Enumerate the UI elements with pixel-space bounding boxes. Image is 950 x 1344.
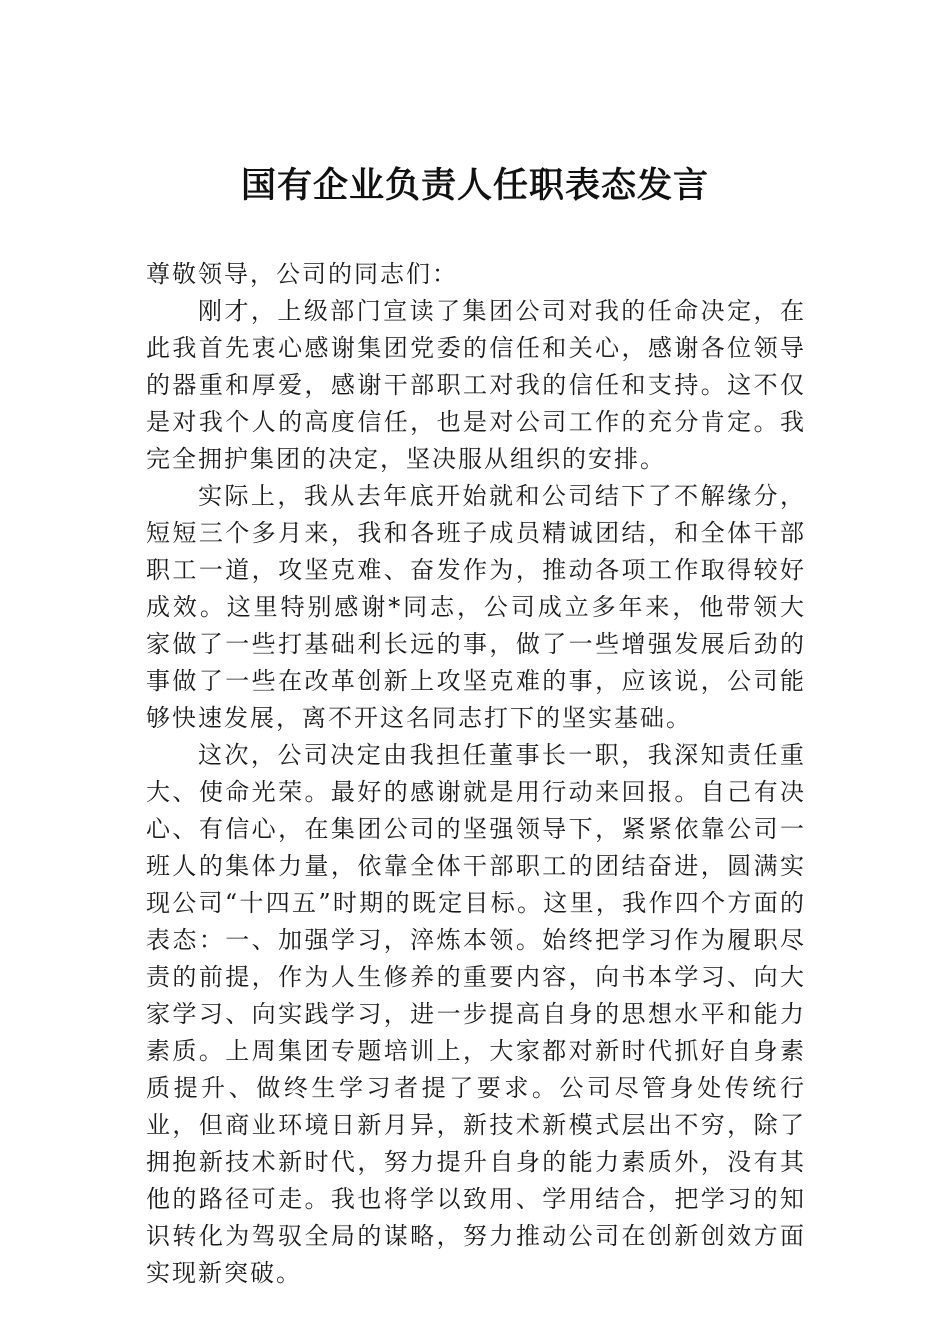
document-body bbox=[146, 256, 806, 1292]
document-title: 国有企业负责人任职表态发言 bbox=[240, 165, 709, 206]
paragraph-2: 实际上，我从去年底开始就和公司结下了不解缘分，短短三个多月来，我和各班子成员精诚团结，和全体干部职工一道，攻坚克难、奋发作为，推动各项工作取得较好成效。这里特别感谢*同志，公司成立多年来，他带领大家做了一些打基础利长远的事，做了一些增强发展后劲的事做了一些在改革创新上攻坚克难的事，应该说，公司能够快速发展，离不开这名同志打下的坚实基础。 bbox=[146, 482, 806, 732]
salutation: 尊敬领导，公司的同志们： bbox=[146, 260, 458, 288]
paragraph-1: 刚才，上级部门宣读了集团公司对我的任命决定，在此我首先衷心感谢集团党委的信任和关心，感谢各位领导的器重和厚爱，感谢干部职工对我的信任和支持。这不仅是对我个人的高度信任，也是对公司工作的充分肯定。我完全拥护集团的决定，坚决服从组织的安排。 bbox=[146, 297, 806, 473]
paragraph-3: 这次，公司决定由我担任董事长一职，我深知责任重大、使命光荣。最好的感谢就是用行动来回报。自己有决心、有信心，在集团公司的坚强领导下，紧紧依靠公司一班人的集体力量，依靠全体干部职工的团结奋进，圆满实现公司“十四五”时期的既定目标。这里，我作四个方面的表态：一、加强学习，淬炼本领。始终把学习作为履职尽责的前提，作为人生修养的重要内容，向书本学习、向大家学习、向实践学习，进一步提高自身的思想水平和能力素质。上周集团专题培训上，大家都对新时代抓好自身素质提升、做终生学习者提了要求。公司尽管身处传统行业，但商业环境日新月异，新技术新模式层出不穷，除了拥抱新技术新时代，努力提升自身的能力素质外，没有其他的路径可走。我也将学以致用、学用结合，把学习的知识转化为驾驭全局的谋略，努力推动公司在创新创效方面实现新突破。 bbox=[146, 741, 806, 1287]
